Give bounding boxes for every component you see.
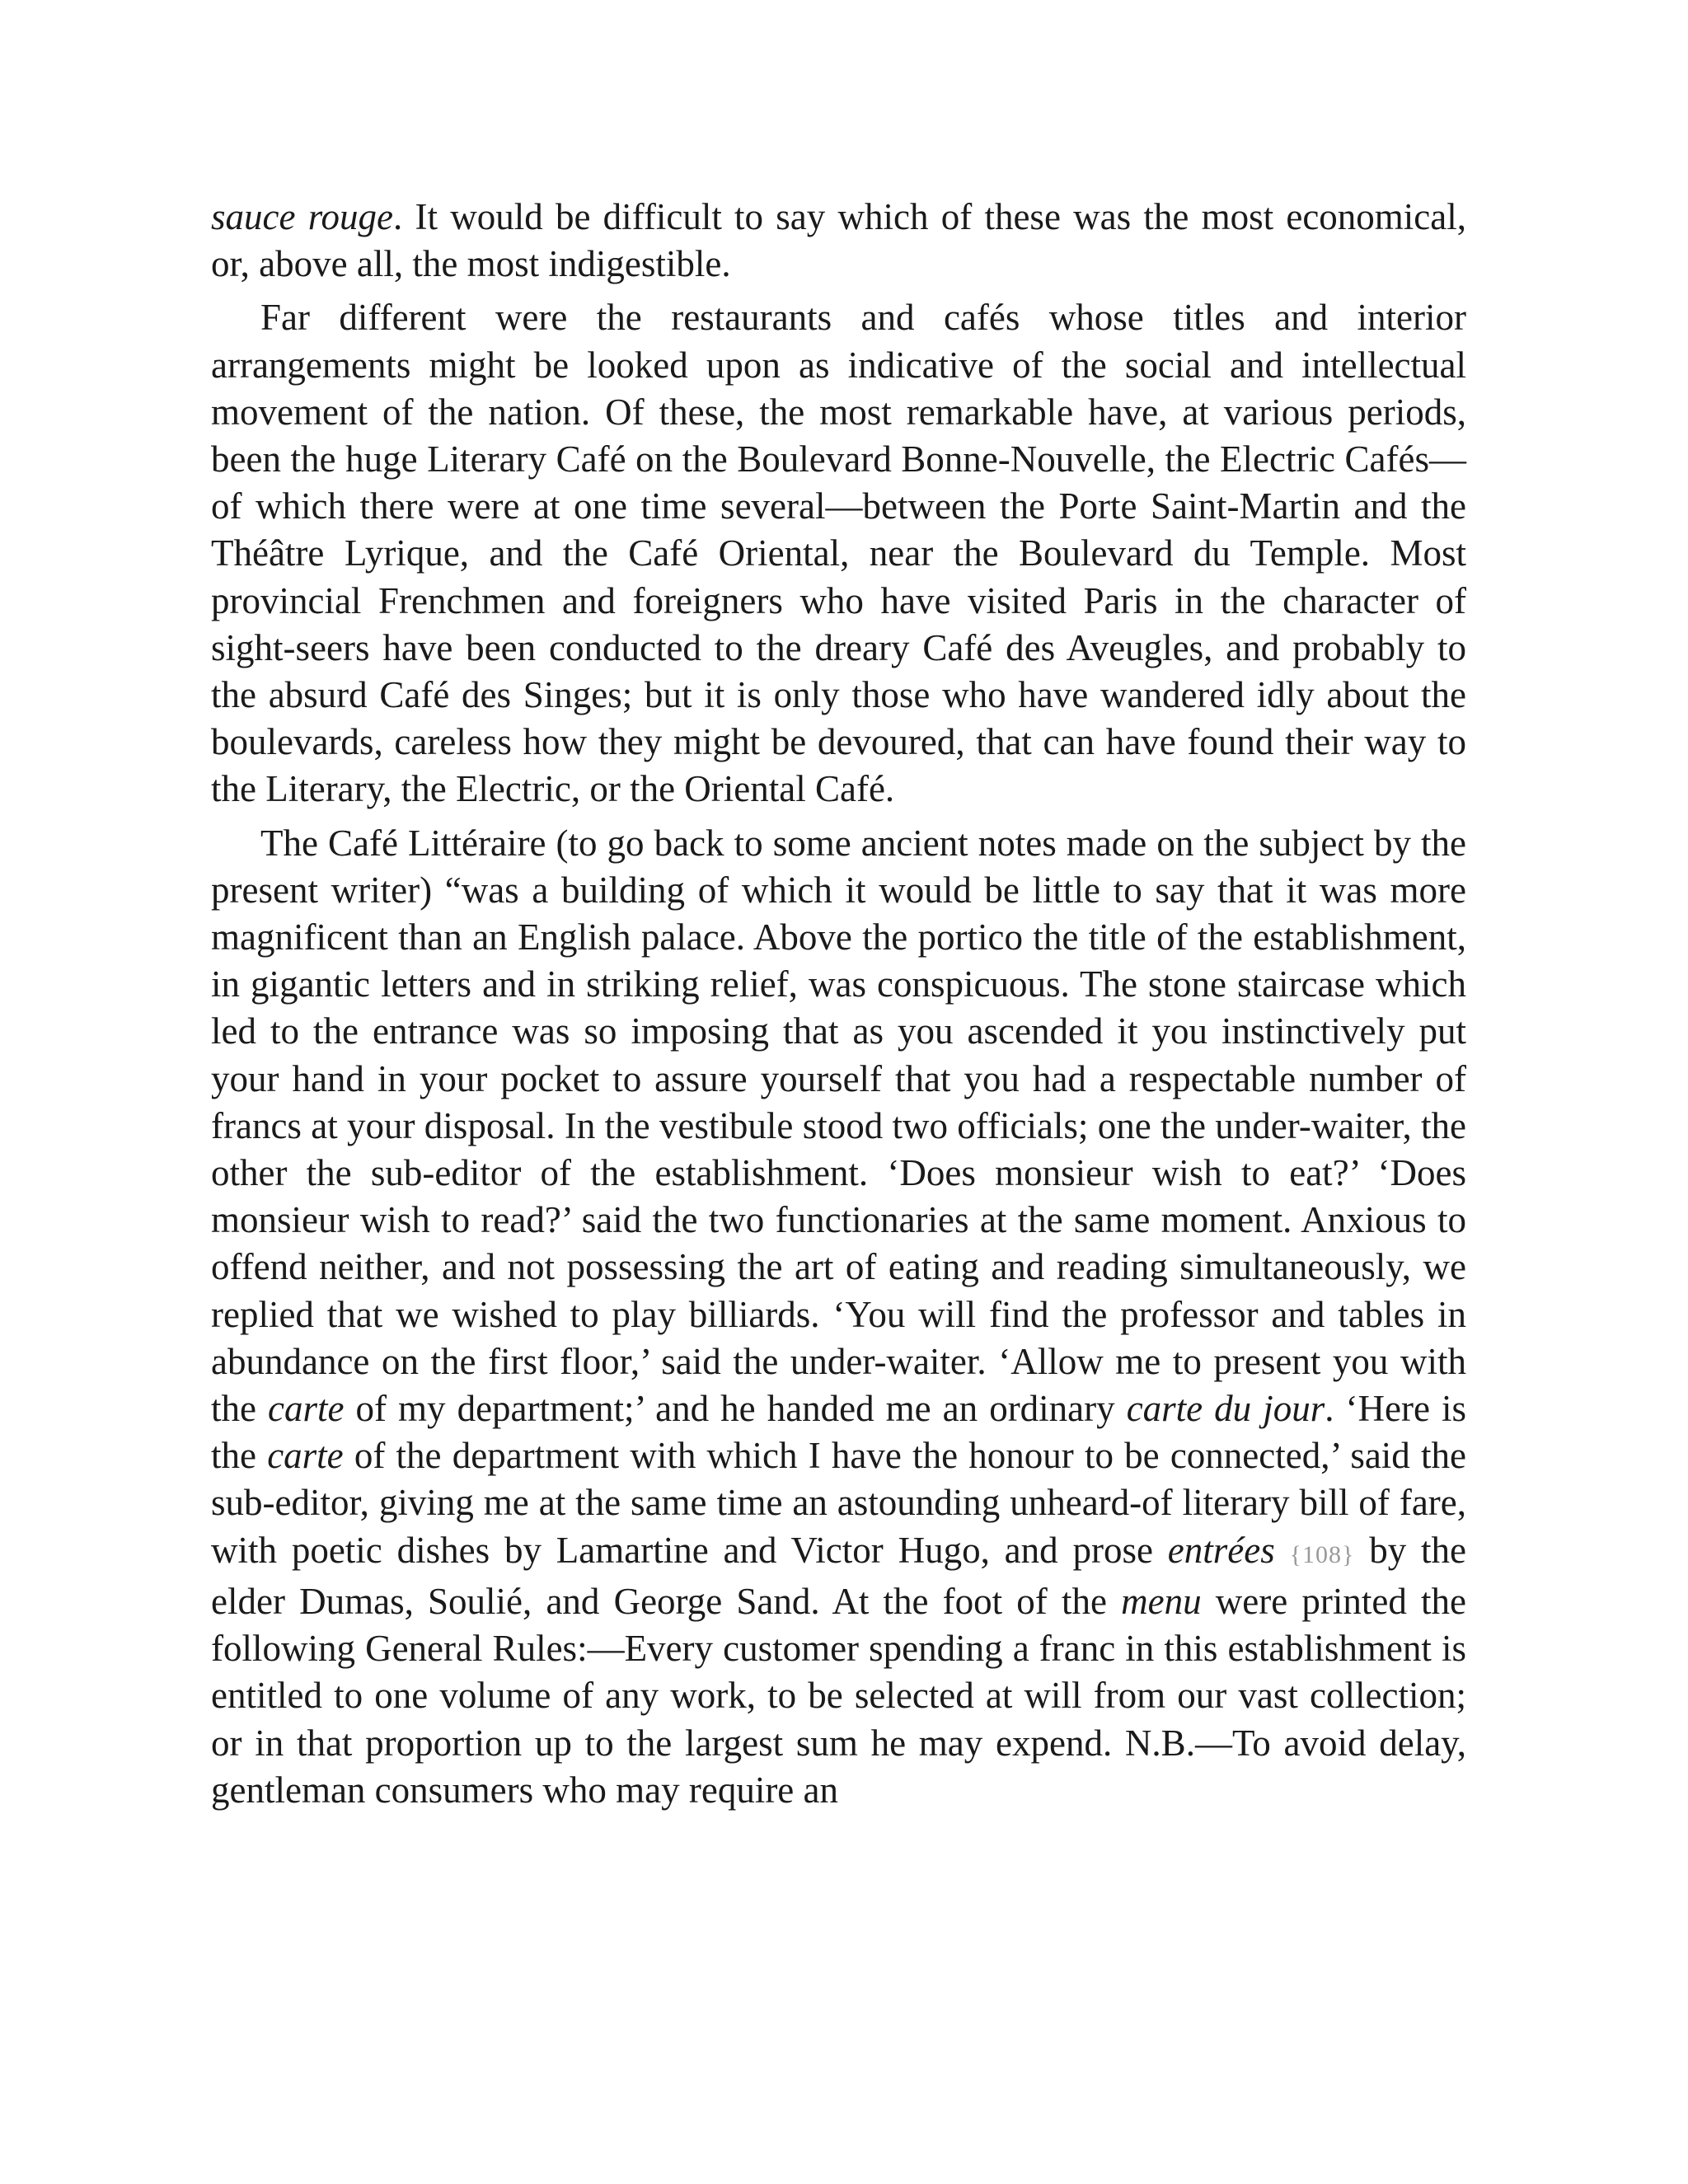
page-number-marker: {108} [1289, 1540, 1355, 1568]
text-run: of my department;’ and he handed me an ordinary [344, 1388, 1127, 1430]
italic-phrase: sauce rouge [211, 196, 394, 237]
text-run: . ‘Here is the [211, 1388, 1466, 1477]
italic-phrase: entrées [1167, 1529, 1275, 1571]
italic-phrase: menu [1121, 1580, 1202, 1622]
text-run [1275, 1530, 1290, 1571]
italic-phrase: carte du jour [1126, 1388, 1325, 1430]
text-run: The Café Littéraire (to go back to some ancient notes made on the subject by the present writer) “was a building of which it would be little to say that it was more magnificent than an English palace. Above the portico the title of the establishment, in gigantic letters and in striking relief, was conspicuous. The stone staircase which led to the entrance was so imposing that as you ascended it you instinctively put your hand in your pocket to assure yourself that you had a respectable number of francs at your disposal. In the vestibule stood two officials; one the under-waiter, the other the sub-editor of the establishment. ‘Does monsieur wish to eat?’ ‘Does monsieur wish to read?’ said the two functionaries at the same moment. Anxious to offend neither, and not possessing the art of eating and reading simultaneously, we replied that we wished to play billiards. ‘You will find the professor and tables in abundance on the first floor,’ said the under-waiter. ‘Allow me to present you with the [211, 822, 1466, 1430]
text-run: were printed the following General Rules:—Every customer spending a franc in this establishment is entitled to one volume of any work, to be selected at will from our vast collection; or in that proportion up to the largest sum he may expend. N.B.—To avoid delay, gentleman consumers who may require an [211, 1580, 1466, 1811]
paragraph-cafe-litteraire [211, 820, 1466, 1814]
italic-phrase: carte [267, 1435, 344, 1477]
text-run: . It would be difficult to say which of these was the most economical, or, above all, the most indigestible. [211, 196, 1466, 285]
paragraph-cafes [211, 294, 1466, 813]
italic-phrase: carte [268, 1388, 345, 1430]
document-page [211, 194, 1466, 1821]
text-run: by the elder Dumas, Soulié, and George Sand. At the foot of the [211, 1529, 1467, 1622]
paragraph-continuation [211, 194, 1466, 288]
text-run: Far different were the restaurants and cafés whose titles and interior arrangements might be looked upon as indicative of the social and intellectual movement of the nation. Of these, the most remarkable have, at various periods, been the huge Literary Café on the Boulevard Bonne-Nouvelle, the Electric Cafés—of which there were at one time several—between the Porte Saint-Martin and the Théâtre Lyrique, and the Café Oriental, near the Boulevard du Temple. Most provincial Frenchmen and foreigners who have visited Paris in the character of sight-seers have been conducted to the dreary Café des Aveugles, and probably to the absurd Café des Singes; but it is only those who have wandered idly about the boulevards, careless how they might be devoured, that can have found their way to the Literary, the Electric, or the Oriental Café. [211, 297, 1466, 810]
text-run: of the department with which I have the honour to be connected,’ said the sub-editor, giving me at the same time an astounding unheard-of literary bill of fare, with poetic dishes by Lamartine and Victor Hugo, and prose [211, 1435, 1466, 1571]
